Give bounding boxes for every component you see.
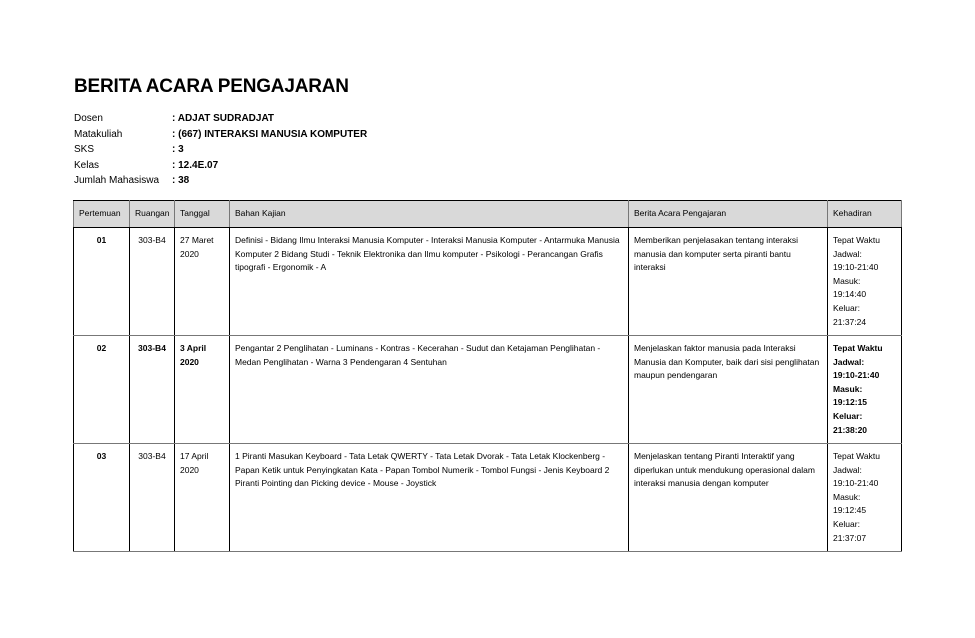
header-bahan-kajian: Bahan Kajian	[230, 201, 629, 228]
keluar-value: 21:37:07	[833, 532, 867, 543]
jadwal-value: 19:10-21:40	[833, 262, 879, 273]
kelas-label: Kelas	[74, 159, 100, 171]
dosen-value: : ADJAT SUDRADJAT	[172, 113, 275, 124]
keluar-label: Keluar:	[833, 410, 863, 421]
masuk-label: Masuk:	[833, 383, 863, 394]
masuk-value: 19:12:45	[833, 505, 867, 516]
sks-value: : 3	[172, 144, 184, 155]
cell-tanggal: 27 Maret 2020	[175, 228, 230, 336]
masuk-label: Masuk:	[833, 491, 861, 502]
table-row	[74, 228, 902, 336]
meta-row-jumlah	[74, 173, 367, 189]
cell-bahan-kajian: Pengantar 2 Penglihatan - Luminans - Kontras - Kecerahan - Sudut dan Ketajaman Penglihatan - Medan Penglihatan - Warna 3 Pendengaran 4 Sentuhan	[230, 336, 629, 444]
meta-row-sks	[74, 142, 367, 158]
page-title: BERITA ACARA PENGAJARAN	[74, 76, 349, 97]
jadwal-label: Jadwal:	[833, 356, 865, 367]
jumlah-mahasiswa-label: Jumlah Mahasiswa	[74, 175, 160, 186]
dosen-label: Dosen	[74, 113, 103, 124]
meta-row-matakuliah	[74, 127, 367, 143]
table-header-row	[74, 201, 902, 228]
cell-pertemuan: 01	[74, 228, 130, 336]
cell-kehadiran	[828, 336, 902, 444]
course-info	[74, 111, 367, 189]
table-row	[74, 444, 902, 552]
table-row	[74, 336, 902, 444]
cell-kehadiran	[828, 228, 902, 336]
kehadiran-status: Tepat Waktu	[833, 235, 880, 245]
cell-bahan-kajian: 1 Piranti Masukan Keyboard - Tata Letak QWERTY - Tata Letak Dvorak - Tata Letak Klockenberg - Papan Ketik untuk Penyingkatan Kata - Papan Tombol Numerik - Tombol Fungsi - Jenis Keyboard 2 Piranti Pointing dan Picking device - Mouse - Joystick	[230, 444, 629, 552]
header-kehadiran: Kehadiran	[828, 201, 902, 228]
matakuliah-value: : (667) INTERAKSI MANUSIA KOMPUTER	[172, 128, 368, 140]
meta-row-dosen	[74, 111, 367, 127]
meta-row-kelas	[74, 158, 367, 174]
header-tanggal: Tanggal	[175, 201, 230, 228]
cell-pertemuan: 02	[74, 336, 130, 444]
jadwal-value: 19:10-21:40	[833, 478, 879, 489]
header-berita-acara: Berita Acara Pengajaran	[629, 201, 828, 228]
kehadiran-status: Tepat Waktu	[833, 451, 880, 461]
keluar-label: Keluar:	[833, 302, 860, 313]
cell-pertemuan: 03	[74, 444, 130, 552]
keluar-label: Keluar:	[833, 518, 860, 529]
jadwal-label: Jadwal:	[833, 464, 862, 475]
keluar-value: 21:37:24	[833, 316, 867, 327]
cell-ruangan: 303-B4	[130, 228, 175, 336]
header-ruangan: Ruangan	[130, 201, 175, 228]
cell-kehadiran	[828, 444, 902, 552]
sks-label: SKS	[74, 144, 95, 155]
cell-ruangan: 303-B4	[130, 444, 175, 552]
masuk-value: 19:14:40	[833, 289, 867, 300]
jadwal-label: Jadwal:	[833, 248, 862, 259]
cell-ruangan: 303-B4	[130, 336, 175, 444]
kelas-value: : 12.4E.07	[172, 159, 219, 171]
cell-bahan-kajian: Definisi - Bidang Ilmu Interaksi Manusia Komputer - Interaksi Manusia Komputer - Antarmuka Manusia Komputer 2 Bidang Studi - Teknik Elektronika dan Ilmu komputer - Psikologi - Perancangan Grafis tipografi - Ergonomik - A	[230, 228, 629, 336]
masuk-label: Masuk:	[833, 275, 861, 286]
teaching-record-table	[73, 200, 902, 552]
matakuliah-label: Matakuliah	[74, 128, 123, 140]
cell-tanggal: 17 April 2020	[175, 444, 230, 552]
header-pertemuan: Pertemuan	[74, 201, 130, 228]
cell-berita-acara: Menjelaskan tentang Piranti Interaktif yang diperlukan untuk mendukung operasional dalam interaksi manusia dengan komputer	[629, 444, 828, 552]
jadwal-value: 19:10-21:40	[833, 370, 880, 381]
cell-berita-acara: Memberikan penjelasakan tentang interaksi manusia dan komputer serta piranti bantu interaksi	[629, 228, 828, 336]
kehadiran-status: Tepat Waktu	[833, 343, 883, 353]
jumlah-mahasiswa-value: : 38	[172, 175, 190, 186]
keluar-value: 21:38:20	[833, 424, 868, 435]
cell-tanggal: 3 April 2020	[175, 336, 230, 444]
cell-berita-acara: Menjelaskan faktor manusia pada Interaksi Manusia dan Komputer, baik dari sisi penglihatan maupun pendengaran	[629, 336, 828, 444]
masuk-value: 19:12:15	[833, 397, 868, 408]
